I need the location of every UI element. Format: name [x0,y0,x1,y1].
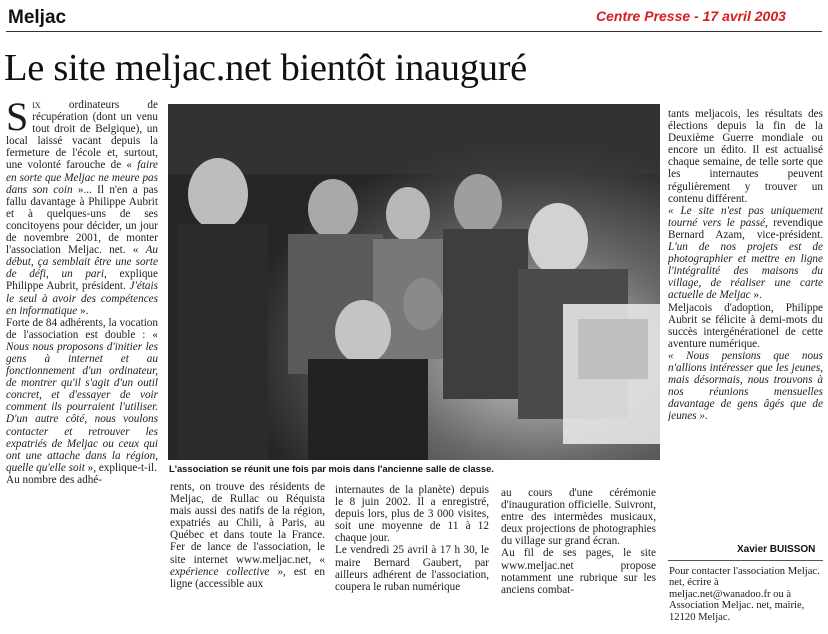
text-run: », explique-t-il. [84,461,157,474]
author-signature: Xavier BUISSON [737,544,816,555]
text-run: revendique Bernard Azam, vice-président. [668,216,823,241]
text-run: , explique Philippe Aubrit, président. [6,268,158,293]
paragraph-text [170,481,325,590]
text-run: ». [77,304,89,317]
contact-info: Pour contacter l'association Meljac. net, écrire à meljac.net@wanadoo.fr ou à Association Meljac. net, mairie, 12120 Meljac. [669,566,820,623]
article-column-1 [6,99,158,633]
text-run: ». [750,289,762,302]
quote-run: « Le site n'est pas uniquement tourné vers le passé, [668,204,823,229]
text-run: ordinateurs de récupération (dont un venu tout droit de Belgique), un local laissé vacant depuis la fermeture de l'école et, surtout, une volonté farouche de « [6,99,158,172]
text-run: », est en ligne (accessible aux [170,565,325,590]
article-column-5 [668,108,823,528]
article-photo [168,104,660,460]
text-run: rents, on trouve des résidents de Meljac, de Rullac ou Réquista mais aussi des natifs de la région, expatriés au Chili, à Paris, au Québec et dans toute la France. Fer de lance de l'association, le site internet www.meljac.net, « [170,481,325,566]
paragraph-vocation [6,317,158,474]
quote-run: L'un de nos projets est de photographier et mettre en ligne l'intégralité des maisons du village, de réaliser une carte actuelle de Meljac [668,241,823,302]
section-title: Meljac [8,7,67,28]
article-column-3 [335,484,489,634]
paragraph-text [668,350,823,423]
quote-run: faire en sorte que Meljac ne meure pas dans son coin [6,159,158,196]
paragraph-text: Au fil de ses pages, le site www.meljac.net propose notamment une rubrique sur les anciens combat- [501,547,656,596]
article-column-2 [170,481,325,633]
paragraph-text: Meljacois d'adoption, Philippe Aubrit se félicite à demi-mots du succès intergénérationel de cette aventure numérique. [668,301,823,350]
quote-run: J'étais le seul à avoir des compétences en informatique [6,280,158,317]
paragraph-text: au cours d'une cérémonie d'inauguration officielle. Suivront, entre des intermèdes musicaux, deux projections de photographies du village sur grand écran. [501,487,656,548]
article-column-4 [501,487,656,634]
paragraph-text: internautes de la planète) depuis le 8 juin 2002. Il a enregistré, depuis lors, plus de 3 000 visites, soit une moyenne de 11 à 12 chaque jour. [335,484,489,545]
drop-cap: S [6,99,29,139]
paragraph-text: Le vendredi 25 avril à 17 h 30, le maire Bernard Gaubert, par ailleurs adhérent de l'association, coupera le ruban numérique [335,544,489,593]
photo-caption: L'association se réunit une fois par mois dans l'ancienne salle de classe. [169,463,494,474]
lead-smallcaps: ix [32,99,41,111]
quote-run: Au début, ça semblait être une sorte de défi, un pari [6,244,158,281]
text-run: Forte de 84 adhérents, la vocation de l'association est double : « [6,316,158,341]
header-rule [6,31,822,32]
quote-run: expérience collective [170,565,270,578]
paragraph-intro [6,99,158,317]
photo-illustration [168,104,660,460]
quote-run: Nous nous proposons d'initier les gens à internet et au fonctionnement d'un ordinateur, de montrer qu'il s'agit d'un outil concret, et d'essayer de voir comment ils pourraient l'utiliser. D'un autre côté, nous voulons contacter et retrouver les expatriés de Meljac ou ceux qui ont une attache dans la région, quelle qu'elle soit [6,340,158,474]
article-headline: Le site meljac.net bientôt inauguré [4,47,527,89]
paragraph-text: tants meljacois, les résultats des élections depuis la fin de la Deuxième Guerre mondiale ou encore un édito. Il est actualisé chaque semaine, de telle sorte que les internautes peuvent régulièrement y trouver un contenu différent. [668,108,823,205]
text-run: »... Il n'en a pas fallu davantage à Philippe Aubrit et à quelques-uns de ses concitoyens pour décider, un jour de novembre 2001, de monter l'association Meljac. net. « [6,183,158,257]
contact-divider [668,560,823,561]
quote-run: « Nous pensions que nous n'allions intéresser que les jeunes, mais désormais, nous trouvons à nos réunions mensuelles davantage de gens âgés que de jeunes ». [668,349,823,423]
paragraph-text [668,205,823,302]
publication-source: Centre Presse - 17 avril 2003 [596,8,786,24]
paragraph-members: Au nombre des adhé- [6,473,102,486]
